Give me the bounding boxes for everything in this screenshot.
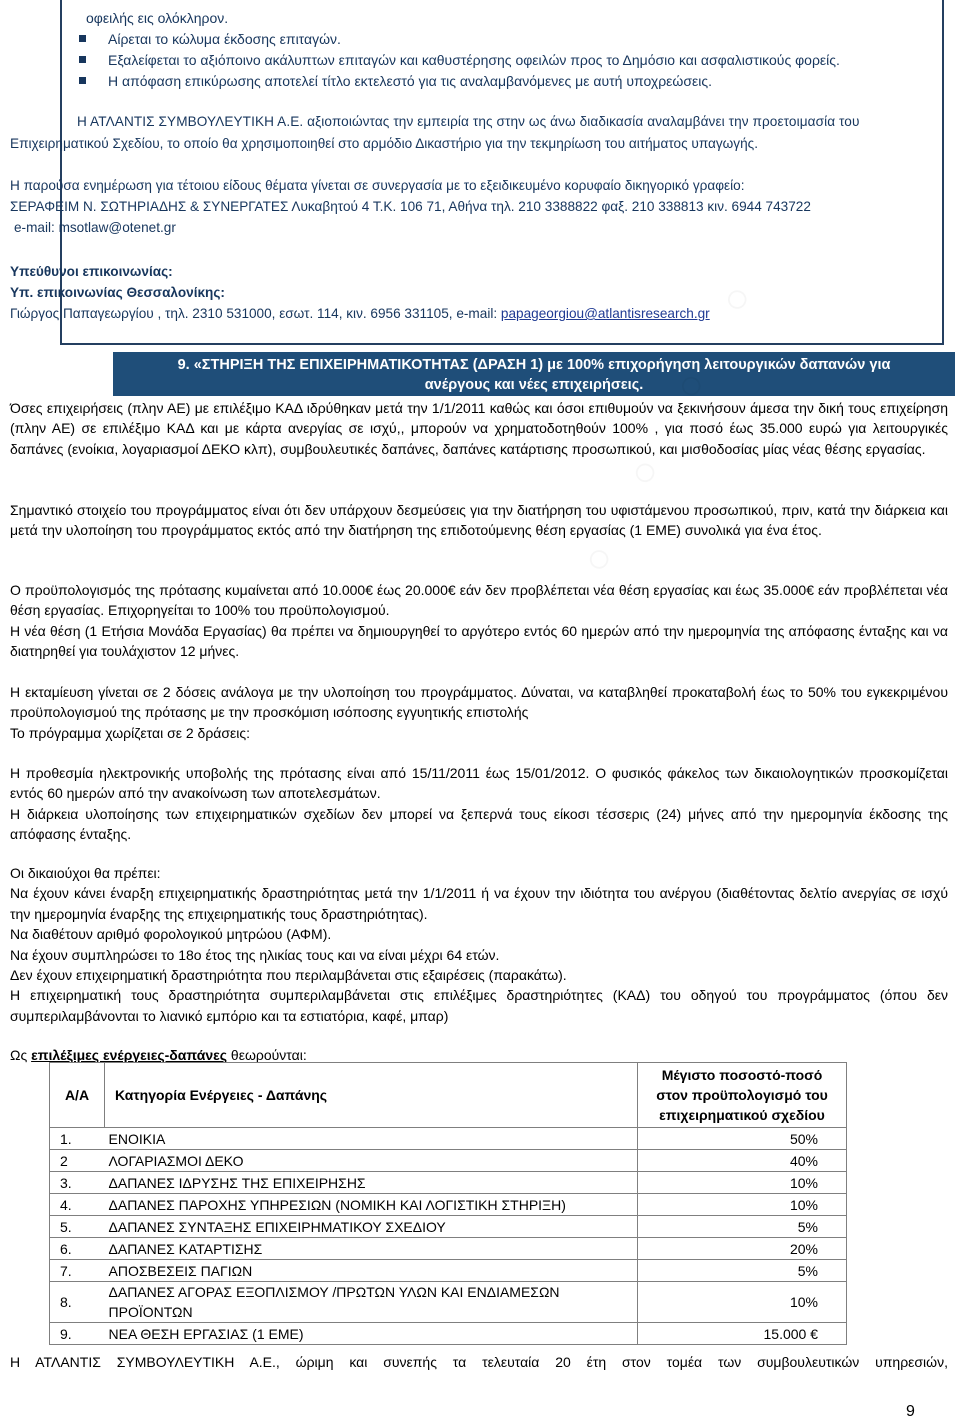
contacts-title: Υπεύθυνοι επικοινωνίας: bbox=[10, 264, 173, 279]
section-9-banner bbox=[113, 352, 955, 396]
paragraph-text: Όσες επιχειρήσεις (πλην ΑΕ) με επιλέξιμο ΚΑΔ ιδρύθηκαν μετά την 1/1/2011 καθώς και όσοι επιθυμούν να ξεκινήσουν άμεσα την δική τους επιχείρηση (πλην ΑΕ) σε επιλέξιμο ΚΑΔ και με κάρτα ανεργίας σε ισχύ,, μπορούν να χρηματοδοτηθούν 100% , για ποσό έως 35.000 ευρώ για λειτουργικές δαπάνες (ενοίκια, λογαριασμοί ΔΕΚΟ κλπ), συμβουλευτικές δαπάνες, δαπάνες κατάρτισης προσωπικού, και μισθοδοσίας μίας νέας θέσης εργασίας. bbox=[10, 400, 948, 457]
table-row bbox=[50, 1150, 847, 1172]
paragraph-text: Η νέα θέση (1 Ετήσια Μονάδα Εργασίας) θα πρέπει να δημιουργηθεί το αργότερο εντός 60 ημερών από την ημερομηνία της απόφασης ένταξης και να διατηρηθεί για τουλάχιστον 12 μήνες. bbox=[10, 622, 948, 660]
continued-line: οφειλής εις ολόκληρον. bbox=[86, 10, 229, 26]
table-row bbox=[50, 1216, 847, 1238]
row-number: 5. bbox=[50, 1216, 105, 1238]
bullet-item bbox=[79, 29, 939, 49]
header-max-line2: στον προϋπολογισμό του bbox=[656, 1087, 828, 1103]
table-row bbox=[50, 1260, 847, 1282]
intro-bold: επιλέξιμες ενέργειες-δαπάνες bbox=[31, 1047, 228, 1063]
contacts-details: Γιώργος Παπαγεωργίου , τηλ. 2310 531000, εσωτ. 114, κιν. 6956 331105, e-mail: bbox=[10, 306, 501, 321]
row-value: 15.000 € bbox=[638, 1323, 847, 1345]
row-label: ΝΕΑ ΘΕΣΗ ΕΡΓΑΣΙΑΣ (1 ΕΜΕ) bbox=[105, 1323, 638, 1345]
row-number: 4. bbox=[50, 1194, 105, 1216]
row-value: 50% bbox=[638, 1128, 847, 1150]
paragraph-text: Η εκταμίευση γίνεται σε 2 δόσεις ανάλογα με την υλοποίηση του προγράμματος. Δύναται, να καταβληθεί προκαταβολή έως το 50% του εγκεκριμένου προϋπολογισμού της πρότασης με την προσκόμιση ισόποσης εγγυητικής επιστολής bbox=[10, 684, 948, 721]
paragraph-text: Σημαντικό στοιχείο του προγράμματος είναι ότι δεν υπάρχουν δεσμεύσεις για την διατήρηση του υφιστάμενου προσωπικού, πριν, κατά την διάρκεια και μετά την υλοποίηση του προγράμματος εκτός από την διατήρηση της επιδοτούμενης θέση εργασίας (1 ΕΜΕ) συνολικά για ένα έτος. bbox=[10, 502, 948, 539]
row-label: ΔΑΠΑΝΕΣ ΑΓΟΡΑΣ ΕΞΟΠΛΙΣΜΟΥ /ΠΡΩΤΩΝ ΥΛΩΝ ΚΑΙ ΕΝΔΙΑΜΕΣΩΝ ΠΡΟΪΟΝΤΩΝ bbox=[105, 1282, 638, 1323]
paragraph-text: Η προθεσμία ηλεκτρονικής υποβολής της πρότασης είναι από 15/11/2011 έως 15/01/2012. Ο φυσικός φάκελος των δικαιολογητικών προσκομίζεται εντός 60 ημερών από την ανακοίνωση των αποτελεσμάτων. bbox=[10, 765, 948, 802]
row-label: ΔΑΠΑΝΕΣ ΚΑΤΑΡΤΙΣΗΣ bbox=[105, 1238, 638, 1260]
header-max-percentage bbox=[638, 1063, 847, 1128]
square-bullet-icon bbox=[79, 77, 86, 84]
row-number: 3. bbox=[50, 1172, 105, 1194]
law-office-email[interactable]: e-mail: msotlaw@otenet.gr bbox=[14, 220, 176, 235]
row-value: 5% bbox=[638, 1260, 847, 1282]
row-value: 40% bbox=[638, 1150, 847, 1172]
row-label: ΛΟΓΑΡΙΑΣΜΟΙ ΔΕΚΟ bbox=[105, 1150, 638, 1172]
row-label: ΕΝΟΙΚΙΑ bbox=[105, 1128, 638, 1150]
eligible-costs-table bbox=[49, 1062, 847, 1345]
bullet-text: Η απόφαση επικύρωσης αποτελεί τίτλο εκτελεστό για τις αναλαμβανόμενες με αυτή υποχρεώσεις. bbox=[108, 73, 712, 89]
paragraph-beneficiaries bbox=[10, 863, 948, 1026]
row-label: ΔΑΠΑΝΕΣ ΠΑΡΟΧΗΣ ΥΠΗΡΕΣΙΩΝ (ΝΟΜΙΚΗ ΚΑΙ ΛΟΓΙΣΤΙΚΗ ΣΤΗΡΙΞΗ) bbox=[105, 1194, 638, 1216]
row-value: 10% bbox=[638, 1282, 847, 1323]
table-row bbox=[50, 1194, 847, 1216]
bullet-text: Εξαλείφεται το αξιόποινο ακάλυπτων επιταγών και καθυστέρησης οφειλών προς το Δημόσιο και ασφαλιστικούς φορείς. bbox=[108, 52, 840, 68]
header-max-line1: Μέγιστο ποσοστό-ποσό bbox=[661, 1067, 823, 1083]
row-label: ΔΑΠΑΝΕΣ ΙΔΡΥΣΗΣ ΤΗΣ ΕΠΙΧΕΙΡΗΣΗΣ bbox=[105, 1172, 638, 1194]
square-bullet-icon bbox=[79, 35, 86, 42]
row-number: 1. bbox=[50, 1128, 105, 1150]
contacts-line bbox=[10, 304, 710, 324]
table-row bbox=[50, 1172, 847, 1194]
paragraph-text: Η επιχειρηματική τους δραστηριότητα συμπεριλαμβάνεται στις επιλέξιμες δραστηριότητες (ΚΑΔ) του οδηγού του προγράμματος (όπου δεν συμπεριλαμβάνονται το λιανικό εμπόριο και τα εστιατόρια, καφέ, μπαρ) bbox=[10, 987, 948, 1024]
banner-line2: ανέργους και νέες επιχειρήσεις. bbox=[424, 377, 644, 393]
footer-line: Η ΑΤΛΑΝΤΙΣ ΣΥΜΒΟΥΛΕΥΤΙΚΗ Α.Ε., ώριμη και συνεπής τα τελευταία 20 έτη στον τομέα των συμβουλευτικών υπηρεσιών, bbox=[10, 1354, 948, 1370]
paragraph-text: Δεν έχουν επιχειρηματική δραστηριότητα που περιλαμβάνεται στις εξαιρέσεις (παρακάτω). bbox=[10, 967, 567, 984]
bullet-text: Αίρεται το κώλυμα έκδοσης επιταγών. bbox=[108, 31, 341, 47]
header-number: Α/Α bbox=[50, 1063, 105, 1128]
square-bullet-icon bbox=[79, 56, 86, 63]
paragraph-budget bbox=[10, 580, 948, 662]
paragraph-disbursement bbox=[10, 682, 948, 743]
contacts-subtitle: Υπ. επικοινωνίας Θεσσαλονίκης: bbox=[10, 285, 225, 300]
row-number: 6. bbox=[50, 1238, 105, 1260]
paragraph-eligibility bbox=[10, 398, 948, 459]
paragraph-deadlines bbox=[10, 763, 948, 845]
row-number: 8. bbox=[50, 1282, 105, 1323]
row-label: ΑΠΟΣΒΕΣΕΙΣ ΠΑΓΙΩΝ bbox=[105, 1260, 638, 1282]
atlantis-paragraph-line1: Η ΑΤΛΑΝΤΙΣ ΣΥΜΒΟΥΛΕΥΤΙΚΗ Α.Ε. αξιοποιώντας την εμπειρία της στην ως άνω διαδικασία αναλαμβάνει την προετοιμασία του bbox=[77, 114, 860, 129]
paragraph-text: Οι δικαιούχοι θα πρέπει: bbox=[10, 865, 161, 881]
table-row bbox=[50, 1282, 847, 1323]
row-value: 10% bbox=[638, 1172, 847, 1194]
law-office-line1: Η παρούσα ενημέρωση για τέτοιου είδους θέματα γίνεται σε συνεργασία με το εξειδικευμένο κορυφαίο δικηγορικό γραφείο: bbox=[10, 178, 745, 193]
row-number: 7. bbox=[50, 1260, 105, 1282]
row-value: 20% bbox=[638, 1238, 847, 1260]
header-max-line3: επιχειρηματικού σχεδίου bbox=[659, 1107, 825, 1123]
paragraph-text: Το πρόγραμμα χωρίζεται σε 2 δράσεις: bbox=[10, 724, 251, 741]
header-category: Κατηγορία Ενέργειες - Δαπάνης bbox=[105, 1063, 638, 1128]
page-number: 9 bbox=[906, 1403, 915, 1420]
paragraph-no-commitments bbox=[10, 500, 948, 541]
row-value: 5% bbox=[638, 1216, 847, 1238]
row-number: 9. bbox=[50, 1323, 105, 1345]
bullet-item bbox=[79, 71, 939, 91]
contact-email-link[interactable]: papageorgiou@atlantisresearch.gr bbox=[500, 306, 710, 321]
row-value: 10% bbox=[638, 1194, 847, 1216]
intro-suffix: θεωρούνται: bbox=[227, 1047, 307, 1063]
table-row bbox=[50, 1323, 847, 1345]
table-row bbox=[50, 1128, 847, 1150]
intro-prefix: Ως bbox=[10, 1047, 32, 1063]
paragraph-text: Η διάρκεια υλοποίησης των επιχειρηματικών σχεδίων δεν μπορεί να ξεπερνά τους είκοσι τέσσερις (24) μήνες από την ημερομηνία έκδοσης της απόφασης ένταξης. bbox=[10, 805, 948, 843]
paragraph-text: Να έχουν κάνει έναρξη επιχειρηματικής δραστηριότητας μετά την 1/1/2011 ή να έχουν την ιδιότητα του ανέργου (διαθέτοντας δελτίο ανεργίας σε ισχύ την ημερομηνία έναρξης της επιχειρηματικής τους δραστηριότητας). bbox=[10, 885, 948, 922]
paragraph-text: Ο προϋπολογισμός της πρότασης κυμαίνεται από 10.000€ έως 20.000€ εάν δεν προβλέπεται νέα θέση εργασίας και έως 35.000€ εάν προβλέπεται νέα θέση εργασίας. Επιχορηγείται το 100% του προϋπολογισμού. bbox=[10, 582, 948, 619]
banner-line1: 9. «ΣΤΗΡΙΞΗ ΤΗΣ ΕΠΙΧΕΙΡΗΜΑΤΙΚΟΤΗΤΑΣ (ΔΡΑΣΗ 1) με 100% επιχορήγηση λειτουργικών δαπανών για bbox=[177, 357, 891, 373]
atlantis-paragraph-line2: Επιχειρηματικού Σχεδίου, το οποίο θα χρησιμοποιηθεί στο αρμόδιο Δικαστήριο για την τεκμηρίωση του αιτήματος υπαγωγής. bbox=[10, 136, 758, 151]
row-number: 2 bbox=[50, 1150, 105, 1172]
bullet-item bbox=[79, 50, 939, 70]
table-row bbox=[50, 1238, 847, 1260]
row-label: ΔΑΠΑΝΕΣ ΣΥΝΤΑΞΗΣ ΕΠΙΧΕΙΡΗΜΑΤΙΚΟΥ ΣΧΕΔΙΟΥ bbox=[105, 1216, 638, 1238]
paragraph-text: Να έχουν συμπληρώσει το 18ο έτος της ηλικίας τους και να είναι μέχρι 64 ετών. bbox=[10, 946, 500, 963]
law-office-line2: ΣΕΡΑΦΕΙΜ Ν. ΣΩΤΗΡΙΑΔΗΣ & ΣΥΝΕΡΓΑΤΕΣ Λυκαβητού 4 Τ.Κ. 106 71, Αθήνα τηλ. 210 3388822 φαξ. 210 338813 κιν. 6944 743722 bbox=[10, 199, 811, 214]
paragraph-text: Να διαθέτουν αριθμό φορολογικού μητρώου (ΑΦΜ). bbox=[10, 926, 332, 943]
table-header-row bbox=[50, 1063, 847, 1128]
